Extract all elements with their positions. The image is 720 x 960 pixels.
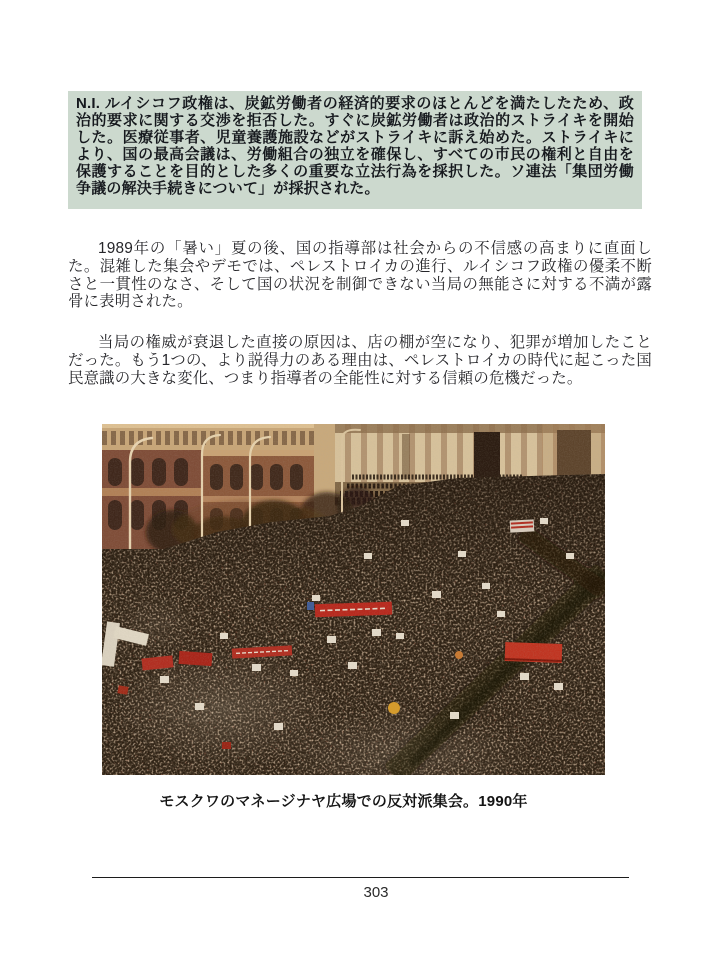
footer-rule [92,877,629,878]
demonstration-photo [102,424,605,775]
highlight-box [68,91,642,209]
page-number: 303 [363,884,389,901]
photo-caption: モスクワのマネージナヤ広場での反対派集会。1990年 [159,793,528,810]
paragraph-1: 1989年の「暑い」夏の後、国の指導部は社会からの不信感の高まりに直面した。混雑した集会やデモでは、ペレストロイカの進行、ルイシコフ政権の優柔不断さと一貫性のなさ、そして国の状況を制御できない当局の無能さに対する不満が露骨に表明された。 [68,240,652,311]
paragraph-2: 当局の権威が衰退した直接の原因は、店の棚が空になり、犯罪が増加したことだった。もう1つの、より説得力のある理由は、ペレストロイカの時代に起こった国民意識の大きな変化、つまり指導者の全能性に対する信頼の危機だった。 [68,334,652,387]
photo-illustration [102,424,605,775]
highlight-text: N.I. ルイシコフ政権は、炭鉱労働者の経済的要求のほとんどを満たしたため、政治的要求に関する交渉を拒否した。すぐに炭鉱労働者は政治的ストライキを開始した。医療従事者、児童養護施設などがストライキに訴え始めた。ストライキにより、国の最高会議は、労働組合の独立を確保し、すべての市民の権利と自由を保護することを目的とした多くの重要な立法行為を採択した。ソ連法「集団労働争議の解決手続きについて」が採択された。 [76,95,634,197]
